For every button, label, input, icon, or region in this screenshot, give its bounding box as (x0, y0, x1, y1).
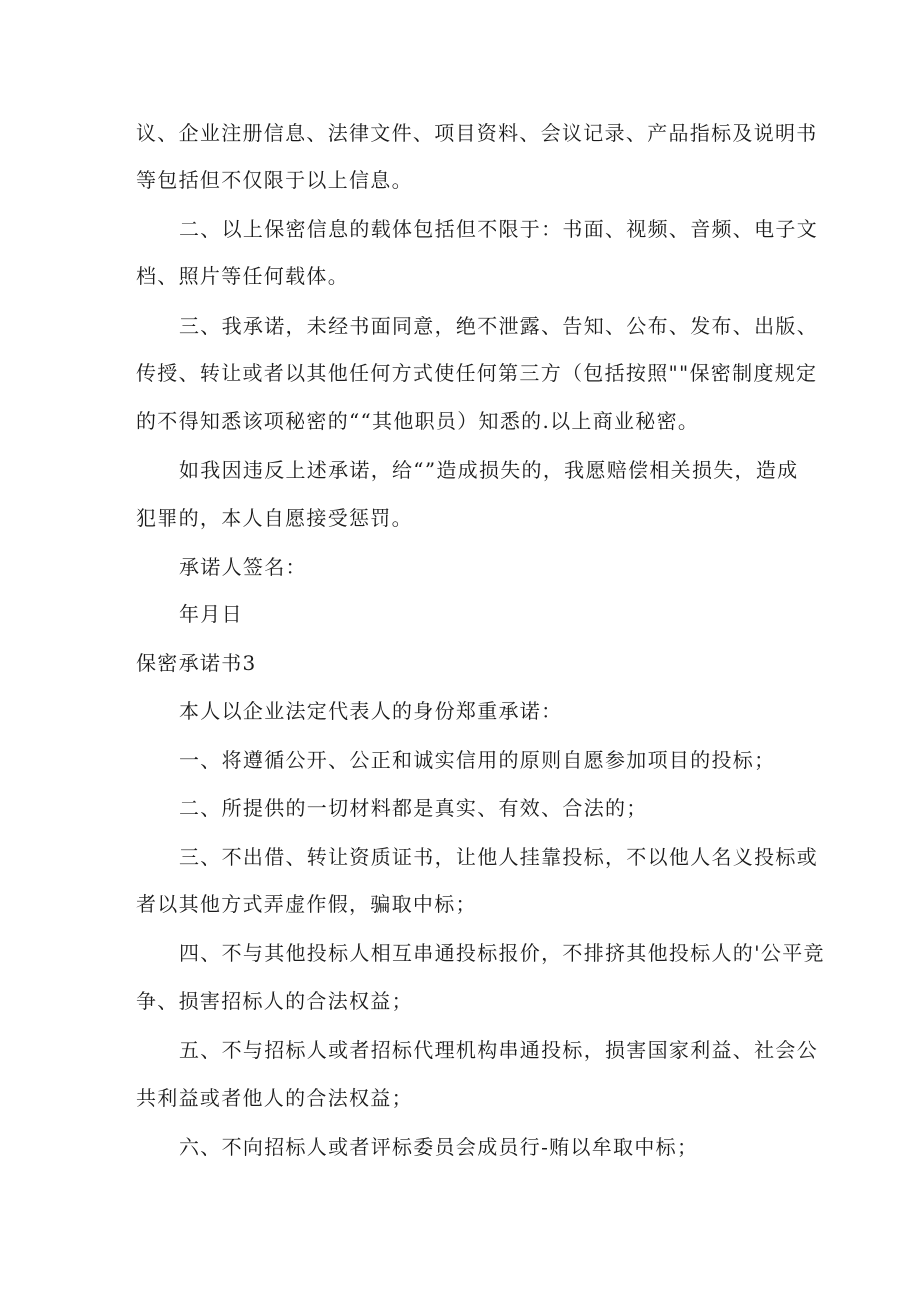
date-label: 年月日 (179, 602, 243, 626)
paragraph-start-line: 二、所提供的一切材料都是真实、有效、合法的； (179, 796, 648, 820)
paragraph-start-line: 二、以上保密信息的载体包括但不限于：书面、视频、音频、电子文 (179, 217, 818, 241)
text-line: 者以其他方式弄虚作假，骗取中标； (136, 892, 477, 916)
text-line: 犯罪的，本人自愿接受惩罚。 (136, 506, 413, 530)
paragraph-start-line: 四、不与其他投标人相互串通投标报价，不排挤其他投标人的'公平竞 (179, 941, 825, 965)
text-line: 档、照片等任何载体。 (136, 264, 349, 288)
signature-label: 承诺人签名： (179, 555, 307, 579)
paragraph-start-line: 本人以企业法定代表人的身份郑重承诺： (179, 699, 563, 723)
text-line: 共利益或者他人的合法权益； (136, 1086, 413, 1110)
text-line: 议、企业注册信息、法律文件、项目资料、会议记录、产品指标及说明书 (136, 121, 818, 145)
text-line: 等包括但不仅限于以上信息。 (136, 168, 413, 192)
text-line: 的不得知悉该项秘密的““其他职员）知悉的.以上商业秘密。 (136, 409, 700, 433)
section-heading: 保密承诺书3 (136, 651, 257, 675)
text-line: 传授、转让或者以其他任何方式使任何第三方（包括按照""保密制度规定 (136, 361, 818, 385)
paragraph-start-line: 五、不与招标人或者招标代理机构串通投标，损害国家利益、社会公 (179, 1038, 818, 1062)
paragraph-start-line: 如我因违反上述承诺，给“”造成损失的，我愿赔偿相关损失，造成 (179, 458, 799, 482)
text-line: 争、损害招标人的合法权益； (136, 989, 413, 1013)
paragraph-start-line: 三、不出借、转让资质证书，让他人挂靠投标，不以他人名义投标或 (179, 845, 818, 869)
paragraph-start-line: 三、我承诺，未经书面同意，绝不泄露、告知、公布、发布、出版、 (179, 314, 818, 338)
paragraph-start-line: 六、不向招标人或者评标委员会成员行-贿以牟取中标； (179, 1135, 699, 1159)
paragraph-start-line: 一、将遵循公开、公正和诚实信用的原则自愿参加项目的投标； (179, 748, 776, 772)
